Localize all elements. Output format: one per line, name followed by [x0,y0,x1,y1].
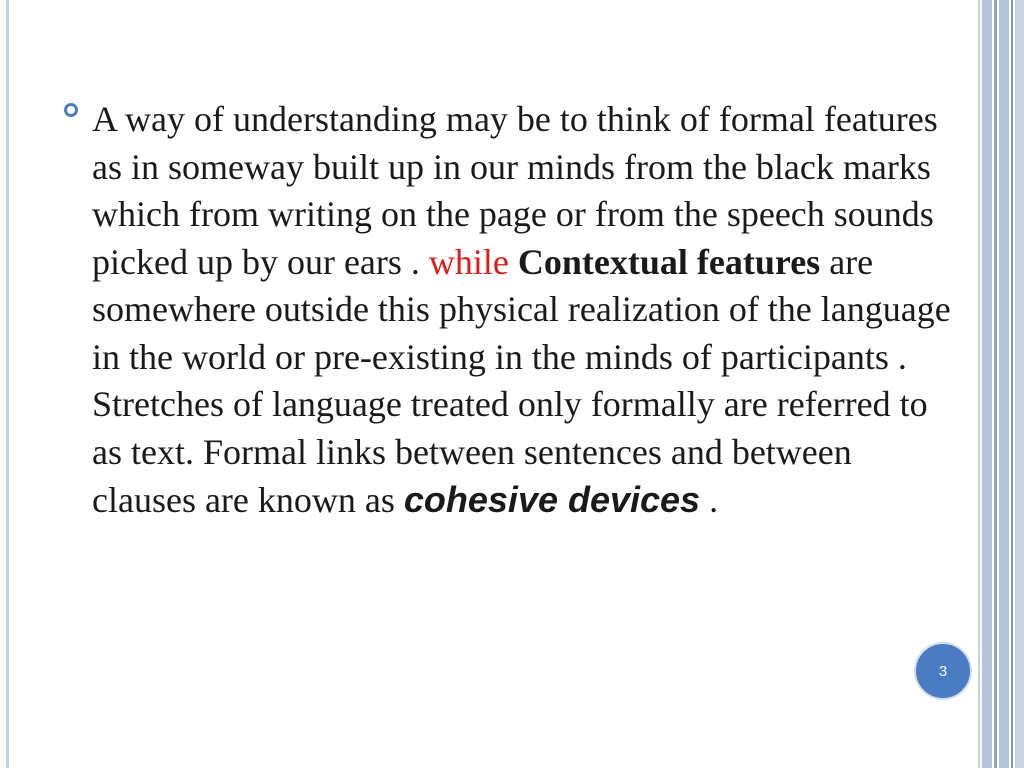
paragraph-text-middle: are somewhere outside this physical realization of the language in the world or pre-existing in the minds of participants . Stretches of language treated only formally are referred to as text. Formal links between sentences and between clauses are known as [92,241,951,520]
right-decorative-stripes [978,0,1024,768]
paragraph-text-start: A way of understanding may be to think of formal features as in someway built up in our minds from the black marks which from writing on the page or from the speech sounds picked up by our ears . [92,99,938,282]
stripe [994,0,997,768]
paragraph-text-end: . [700,480,719,520]
stripe [978,0,980,768]
stripe [1011,0,1013,768]
stripe [999,0,1009,768]
left-border-line [6,0,9,768]
page-number-badge: 3 [914,642,972,700]
stripe [1015,0,1024,768]
spacer [509,242,518,282]
bold-term: Contextual features [517,241,821,282]
hollow-circle-bullet-icon [64,103,78,117]
highlight-word: while [428,241,509,282]
stripe [982,0,992,768]
body-paragraph [92,96,962,525]
bold-italic-term: cohesive devices [403,479,701,520]
